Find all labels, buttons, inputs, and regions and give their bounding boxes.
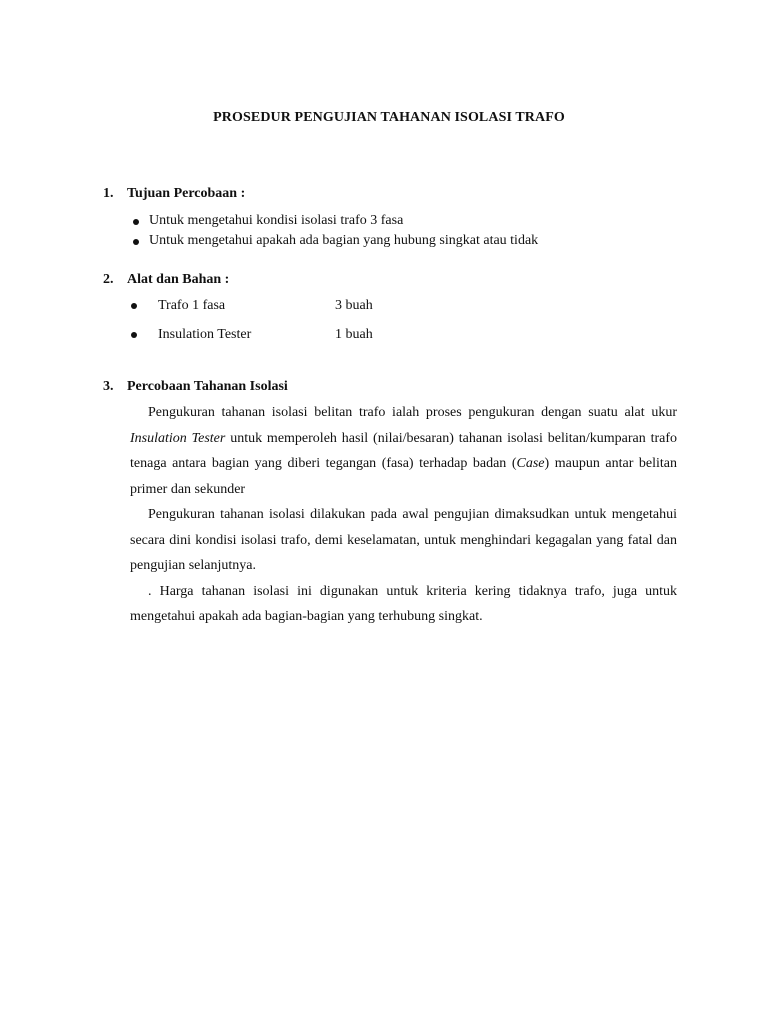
section-1-title: Tujuan Percobaan : xyxy=(127,186,246,201)
paragraph-1-italic-case: Case xyxy=(516,456,545,471)
bullet-icon xyxy=(131,303,137,309)
paragraph-3: . Harga tahanan isolasi ini digunakan untuk kriteria kering tidaknya trafo, juga untuk mengetahui apakah ada bagian-bagian yang terhubung singkat. xyxy=(130,583,677,624)
equipment-quantity: 1 buah xyxy=(335,327,373,342)
paragraph-1-text-a: Pengukuran tahanan isolasi belitan trafo ialah proses pengukuran dengan suatu alat ukur xyxy=(148,405,677,420)
paragraph-2: Pengukuran tahanan isolasi dilakukan pada awal pengujian dimaksudkan untuk mengetahui secara dini kondisi isolasi trafo, demi keselamatan, untuk menghindari kegagalan yang fatal dan pengujian selanjutnya. xyxy=(130,507,677,573)
objective-item: Untuk mengetahui kondisi isolasi trafo 3 fasa xyxy=(149,213,404,228)
section-3-title: Percobaan Tahanan Isolasi xyxy=(127,379,288,394)
bullet-icon xyxy=(131,332,137,338)
equipment-name: Insulation Tester xyxy=(158,327,252,342)
section-2-number: 2. xyxy=(103,272,114,287)
section-3-body xyxy=(130,400,677,630)
section-1-number: 1. xyxy=(103,186,114,201)
objective-item: Untuk mengetahui apakah ada bagian yang hubung singkat atau tidak xyxy=(149,233,539,248)
bullet-icon xyxy=(133,239,139,245)
paragraph-1-italic-tester: Insulation Tester xyxy=(130,430,226,446)
section-3-number: 3. xyxy=(103,379,114,394)
paragraph-1 xyxy=(130,400,677,502)
bullet-icon xyxy=(133,219,139,225)
paragraph-1-text-c: untuk memperoleh hasil (nilai/besaran) tahanan isolasi belitan/kumparan trafo tenaga antara bagian yang diberi tegangan (fasa) terhadap badan ( xyxy=(130,430,677,471)
section-2-title: Alat dan Bahan : xyxy=(127,272,230,287)
equipment-quantity: 3 buah xyxy=(335,298,373,313)
equipment-name: Trafo 1 fasa xyxy=(158,298,226,313)
document-title: PROSEDUR PENGUJIAN TAHANAN ISOLASI TRAFO xyxy=(213,110,565,125)
paragraph-1-text-e: ) maupun antar belitan primer dan sekunder xyxy=(130,456,677,497)
